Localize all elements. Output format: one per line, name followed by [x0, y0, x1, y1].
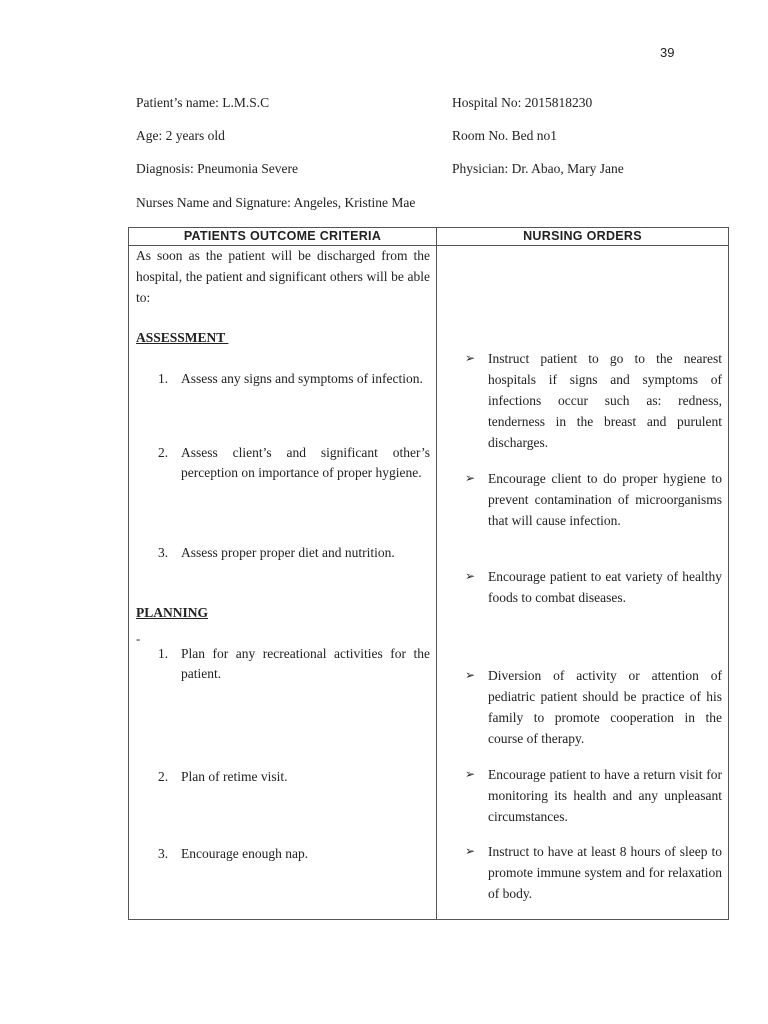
assessment-item-number: 1.: [158, 371, 169, 386]
patient-name: Patient’s name: L.M.S.C: [136, 95, 270, 110]
planning-item: Plan of retime visit.: [181, 769, 288, 784]
planning-item: Encourage enough nap.: [181, 846, 309, 861]
diagnosis: Diagnosis: Pneumonia Severe: [136, 161, 298, 176]
planning-dash: -: [136, 631, 141, 646]
nursing-order: Instruct to have at least 8 hours of sleep to promote immune system and for relaxation of body.: [488, 844, 722, 901]
page-number: 39: [660, 45, 675, 60]
planning-item-number: 3.: [158, 846, 169, 861]
hospital-number: Hospital No: 2015818230: [452, 95, 593, 110]
arrow-bullet-icon: ➢: [465, 351, 476, 365]
room-number: Room No. Bed no1: [452, 128, 558, 143]
arrow-bullet-icon: ➢: [465, 569, 476, 583]
planning-item-number: 2.: [158, 769, 169, 784]
arrow-bullet-icon: ➢: [465, 471, 476, 485]
arrow-bullet-icon: ➢: [465, 844, 476, 858]
nursing-order: Encourage client to do proper hygiene to prevent contamination of microorganisms that will cause infection.: [488, 471, 722, 528]
care-plan-table: [128, 227, 729, 920]
assessment-item-number: 3.: [158, 545, 169, 560]
assessment-item: Assess any signs and symptoms of infection.: [181, 371, 423, 386]
nursing-order: Diversion of activity or attention of pediatric patient should be practice of his family to promote cooperation in the course of therapy.: [488, 668, 722, 746]
nursing-order: Instruct patient to go to the nearest hospitals if signs and symptoms of infections occur such as: redness, tenderness in the breast and purulent discharges.: [488, 351, 722, 450]
assessment-item-number: 2.: [158, 445, 169, 460]
arrow-bullet-icon: ➢: [465, 668, 476, 682]
assessment-item: Assess client’s and significant other’s perception on importance of proper hygiene.: [181, 445, 430, 480]
header-nursing-orders: NURSING ORDERS: [523, 229, 642, 243]
arrow-bullet-icon: ➢: [465, 767, 476, 781]
nursing-order: Encourage patient to eat variety of healthy foods to combat diseases.: [488, 569, 722, 605]
nurse-name-signature: Nurses Name and Signature: Angeles, Kristine Mae: [136, 195, 416, 210]
physician: Physician: Dr. Abao, Mary Jane: [452, 161, 624, 176]
planning-heading: PLANNING: [136, 605, 209, 620]
nursing-order: Encourage patient to have a return visit for monitoring its health and any unpleasant circumstances.: [488, 767, 722, 824]
planning-item: Plan for any recreational activities for the patient.: [181, 646, 430, 681]
outcome-intro: As soon as the patient will be discharged from the hospital, the patient and significant others will be able to:: [136, 248, 430, 305]
assessment-heading: ASSESSMENT: [136, 330, 229, 345]
assessment-item: Assess proper proper diet and nutrition.: [181, 545, 395, 560]
column-divider: [436, 228, 437, 919]
planning-item-number: 1.: [158, 646, 169, 661]
header-outcome-criteria: PATIENTS OUTCOME CRITERIA: [183, 229, 382, 243]
patient-age: Age: 2 years old: [136, 128, 225, 143]
